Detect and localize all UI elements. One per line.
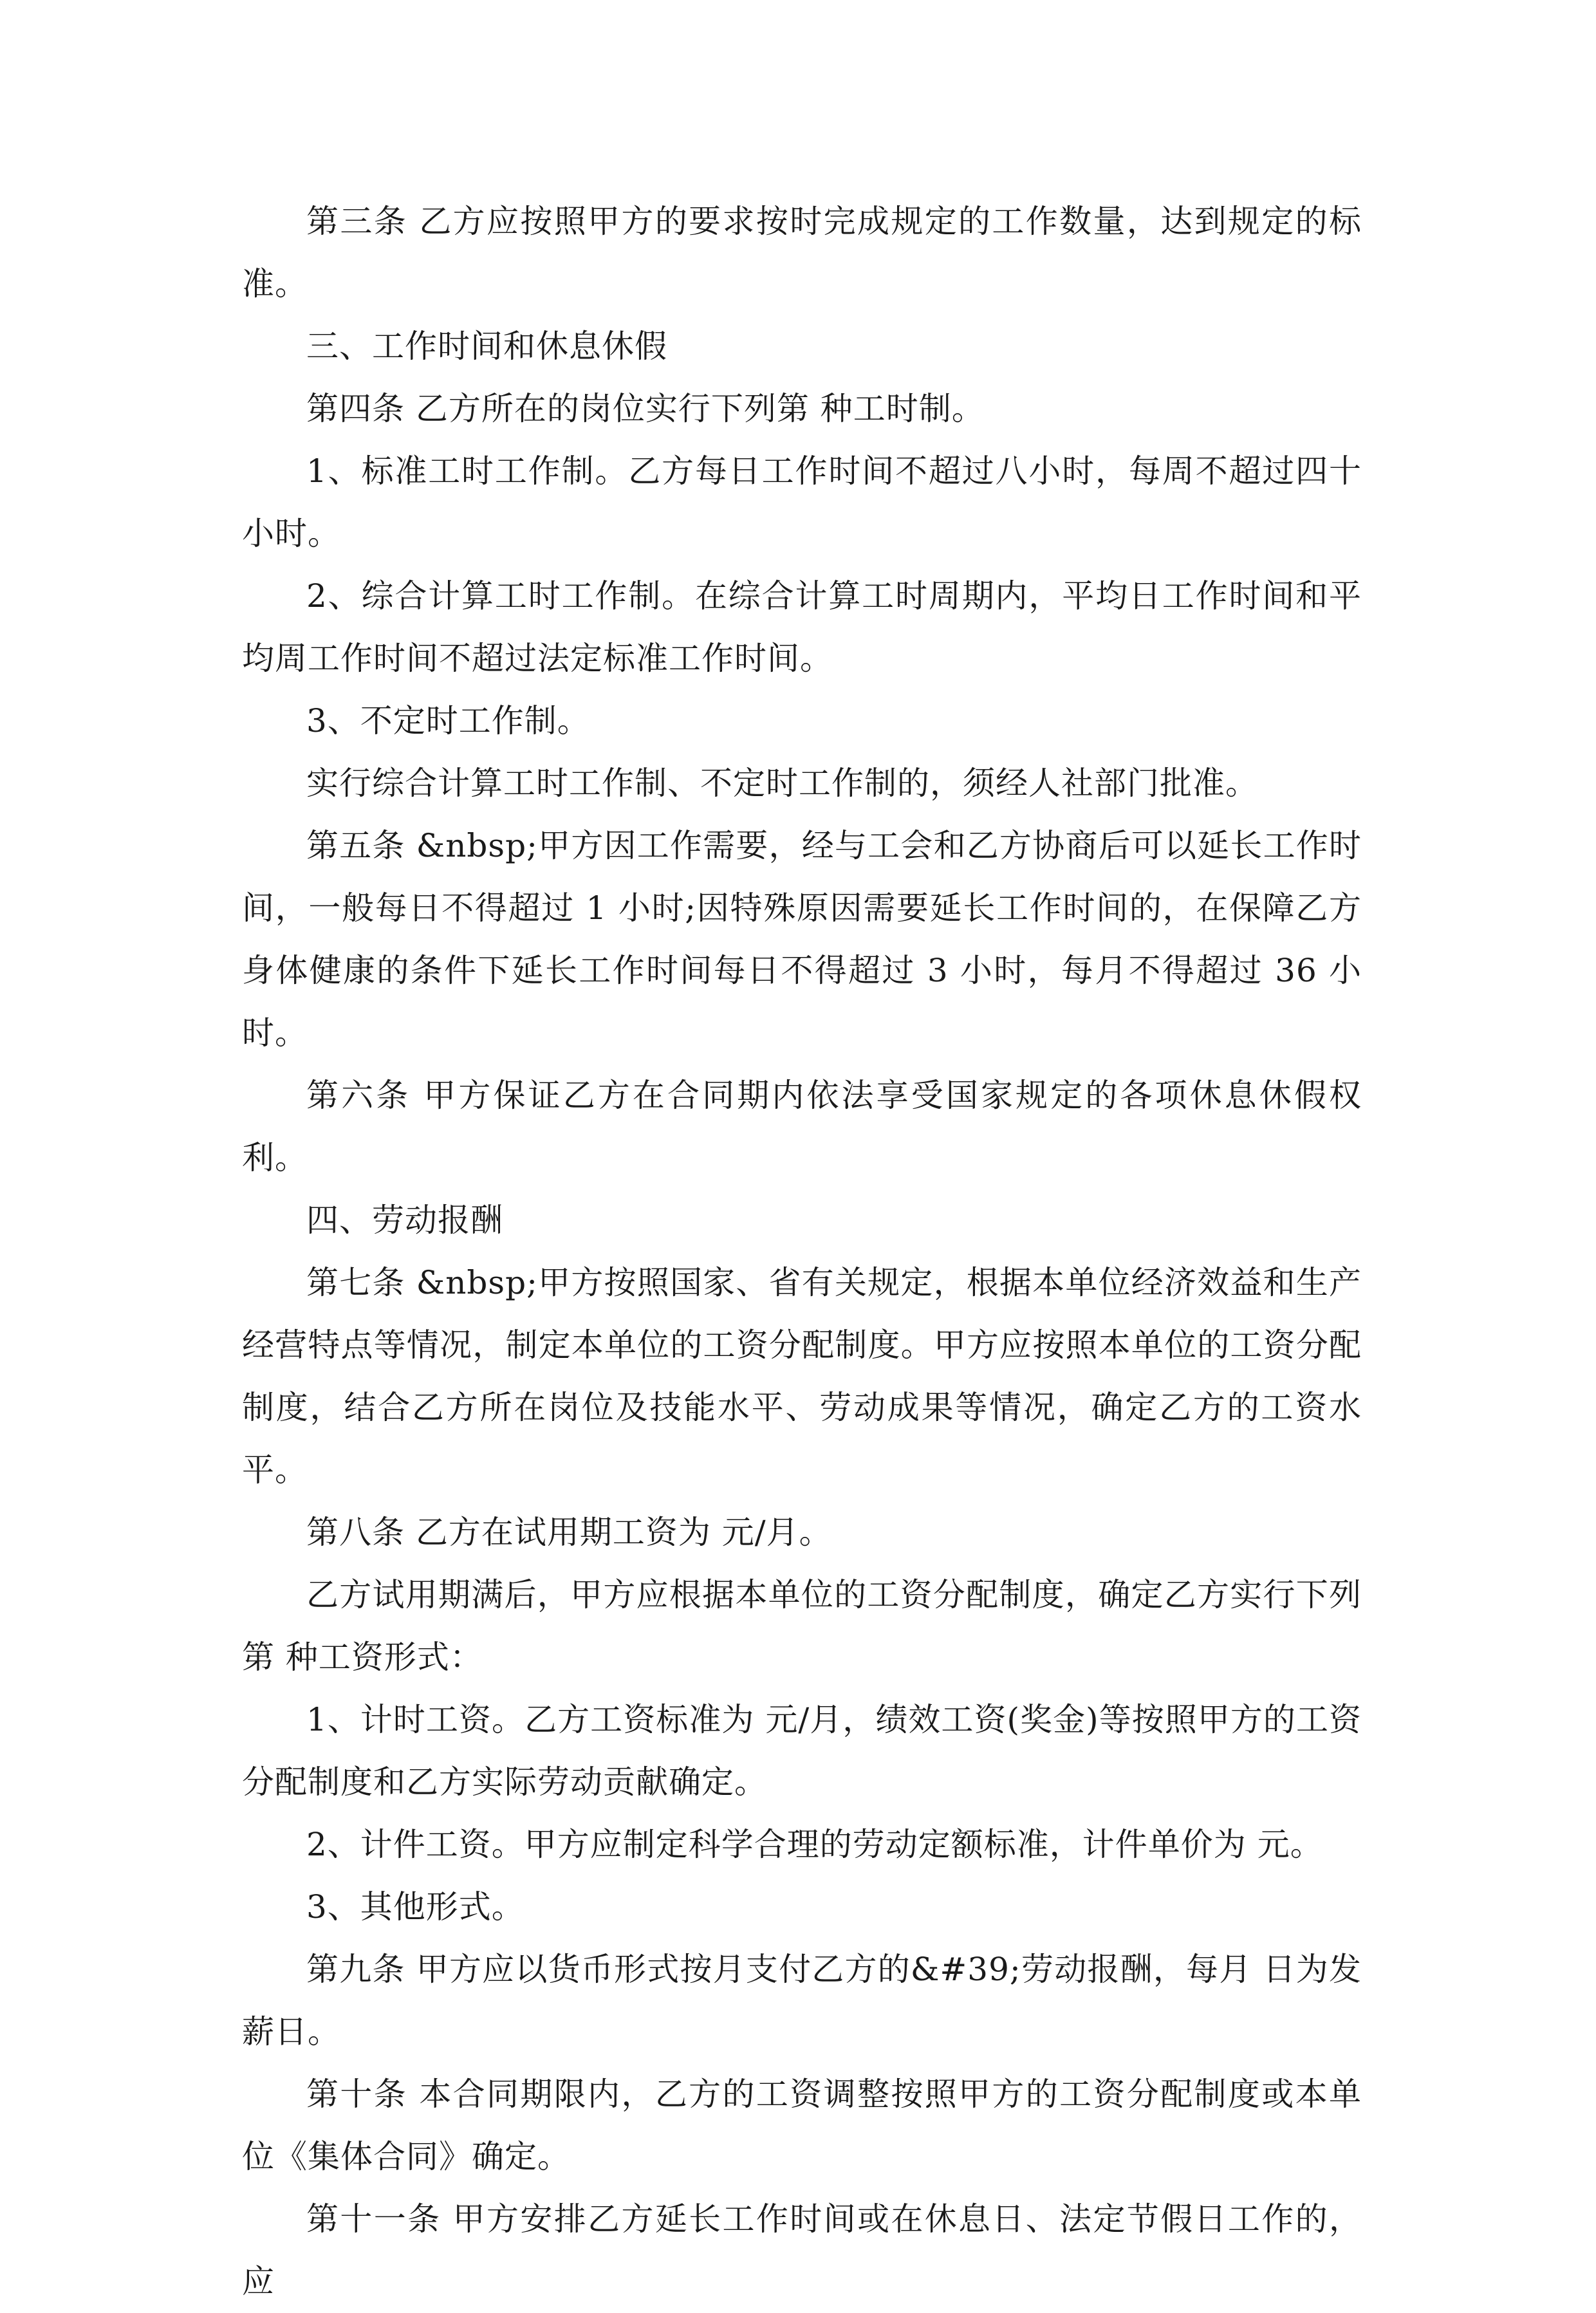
paragraph-flexible-hours: 3、不定时工作制。 xyxy=(306,702,590,739)
paragraph-article-10: 第十条 本合同期限内，乙方的工资调整按照甲方的工资分配制度或本单位《集体合同》确定。 xyxy=(242,2076,1362,2175)
paragraph-article-6: 第六条 甲方保证乙方在合同期内依法享受国家规定的各项休息休假权利。 xyxy=(242,1077,1362,1176)
paragraph-article-8: 第八条 乙方在试用期工资为 元/月。 xyxy=(306,1514,832,1551)
section-heading-remuneration: 四、劳动报酬 xyxy=(306,1202,503,1239)
contract-body xyxy=(242,190,1362,2313)
paragraph-comprehensive-hours: 2、综合计算工时工作制。在综合计算工时周期内，平均日工作时间和平均周工作时间不超过法定标准工作时间。 xyxy=(242,577,1362,677)
paragraph-approval-note: 实行综合计算工时工作制、不定时工作制的，须经人社部门批准。 xyxy=(306,765,1258,802)
section-heading-work-time: 三、工作时间和休息休假 xyxy=(306,328,667,365)
paragraph-article-3: 第三条 乙方应按照甲方的要求按时完成规定的工作数量，达到规定的标准。 xyxy=(242,203,1362,302)
paragraph-article-11: 第十一条 甲方安排乙方延长工作时间或在休息日、法定节假日工作的，应 xyxy=(242,2200,1362,2300)
paragraph-other-forms: 3、其他形式。 xyxy=(306,1888,524,1926)
paragraph-article-5: 第五条 &nbsp;甲方因工作需要，经与工会和乙方协商后可以延长工作时间，一般每日不得超过 1 小时;因特殊原因需要延长工作时间的，在保障乙方身体健康的条件下延长工作时间每日不得超过 3 小时，每月不得超过 36 小时。 xyxy=(242,827,1362,1052)
paragraph-article-7: 第七条 &nbsp;甲方按照国家、省有关规定，根据本单位经济效益和生产经营特点等情况，制定本单位的工资分配制度。甲方应按照本单位的工资分配制度，结合乙方所在岗位及技能水平、劳动成果等情况，确定乙方的工资水平。 xyxy=(242,1264,1362,1489)
paragraph-piece-wage: 2、计件工资。甲方应制定科学合理的劳动定额标准，计件单价为 元。 xyxy=(306,1826,1323,1863)
paragraph-article-9: 第九条 甲方应以货币形式按月支付乙方的&#39;劳动报酬，每月 日为发薪日。 xyxy=(242,1951,1362,2050)
paragraph-standard-hours: 1、标准工时工作制。乙方每日工作时间不超过八小时，每周不超过四十小时。 xyxy=(242,452,1362,552)
paragraph-time-wage: 1、计时工资。乙方工资标准为 元/月，绩效工资(奖金)等按照甲方的工资分配制度和乙方实际劳动贡献确定。 xyxy=(242,1701,1362,1801)
paragraph-probation-wage-form: 乙方试用期满后，甲方应根据本单位的工资分配制度，确定乙方实行下列第 种工资形式： xyxy=(242,1576,1362,1676)
paragraph-article-4: 第四条 乙方所在的岗位实行下列第 种工时制。 xyxy=(306,390,985,427)
